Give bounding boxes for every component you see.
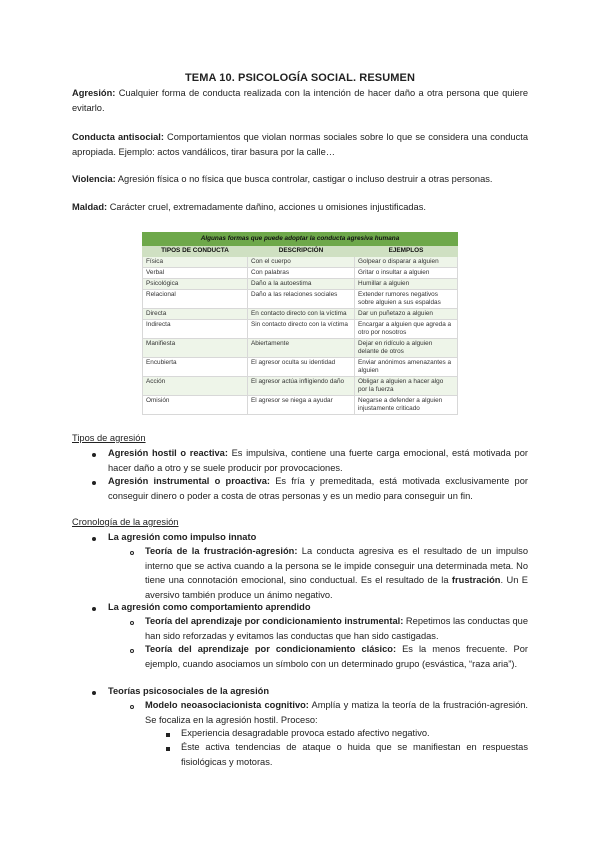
bullet-circle-icon — [130, 649, 134, 653]
item-term: Modelo neoasociacionista cognitivo: — [145, 700, 309, 710]
bullet-circle-icon — [130, 705, 134, 709]
list-item — [108, 600, 528, 615]
table-row — [143, 396, 458, 415]
definition-term: Agresión: — [72, 88, 116, 98]
bullet-circle-icon — [130, 621, 134, 625]
definition-term: Maldad: — [72, 202, 108, 212]
table-row — [143, 339, 458, 358]
table-cell: Encubierta — [143, 358, 248, 377]
item-heading: Teorías psicosociales de la agresión — [108, 686, 270, 696]
definition-maldad — [72, 200, 528, 215]
table-cell: Física — [143, 257, 248, 268]
table-cell: Negarse a defender a alguien injustamente criticado — [355, 396, 458, 415]
table-cell: Omisión — [143, 396, 248, 415]
table-row — [143, 377, 458, 396]
table-cell: Manifiesta — [143, 339, 248, 358]
table-row — [143, 320, 458, 339]
definition-violencia — [72, 172, 528, 187]
bullet-square-icon — [166, 747, 170, 751]
bullet-circle-icon — [130, 551, 134, 555]
list-item: Éste activa tendencias de ataque o huida que se manifiestan en respuestas fisiológicas y motoras. — [181, 742, 528, 767]
item-term: Teoría del aprendizaje por condicionamiento instrumental: — [145, 616, 404, 626]
table-cell: Enviar anónimos amenazantes a alguien — [355, 358, 458, 377]
list-item — [108, 446, 528, 475]
table-cell: Dejar en ridículo a alguien delante de otros — [355, 339, 458, 358]
bullet-icon — [92, 607, 96, 611]
list-item — [145, 614, 528, 643]
list-item: Experiencia desagradable provoca estado afectivo negativo. — [181, 728, 430, 738]
table-cell: Gritar o insultar a alguien — [355, 268, 458, 279]
list-item — [145, 642, 528, 671]
table-row — [143, 279, 458, 290]
table-cell: Directa — [143, 309, 248, 320]
aggression-forms-table — [142, 232, 458, 415]
item-bold: frustración — [451, 575, 501, 585]
list-item — [108, 684, 528, 699]
item-term: Teoría del aprendizaje por condicionamiento clásico: — [145, 644, 397, 654]
item-text: . Un E aversivo también produce un ánimo negativo. — [145, 575, 528, 600]
list-item — [145, 698, 528, 727]
bullet-icon — [92, 481, 96, 485]
table-cell: Dar un puñetazo a alguien — [355, 309, 458, 320]
table-cell: Psicológica — [143, 279, 248, 290]
table-row — [143, 358, 458, 377]
item-text: La conducta agresiva es el resultado de un impulso interno que se activa cuando a la persona se le impide conseguir una determinada meta. No tiene una connotación emocional, sino conductual. Es el resultado de la — [145, 546, 529, 585]
item-text: Es impulsiva, contiene una fuerte carga emocional, está motivada por hacer daño a otro y se suele producir por provocaciones. — [108, 448, 528, 473]
bullet-icon — [92, 537, 96, 541]
table-cell: El agresor se niega a ayudar — [248, 396, 355, 415]
table-header-tipos: TIPOS DE CONDUCTA — [143, 246, 248, 257]
item-term: Teoría de la frustración-agresión: — [145, 546, 298, 556]
table-cell: El agresor actúa infligiendo daño — [248, 377, 355, 396]
table-cell: Obligar a alguien a hacer algo por la fuerza — [355, 377, 458, 396]
table-cell: Verbal — [143, 268, 248, 279]
item-term: Agresión instrumental o proactiva: — [108, 476, 270, 486]
table-cell: Sin contacto directo con la víctima — [248, 320, 355, 339]
list-item — [145, 544, 528, 602]
item-heading: La agresión como comportamiento aprendido — [108, 602, 311, 612]
item-text: Repetimos las conductas que han sido reforzadas y evitamos las conductas que han sido castigadas. — [145, 616, 529, 641]
table-cell: Abiertamente — [248, 339, 355, 358]
table-cell: Con palabras — [248, 268, 355, 279]
table-row — [143, 257, 458, 268]
definition-conducta-antisocial — [72, 130, 528, 159]
table-cell: Indirecta — [143, 320, 248, 339]
section-heading-cronologia: Cronología de la agresión — [72, 517, 179, 527]
table-cell: Relacional — [143, 290, 248, 309]
item-text: Es fría y premeditada, está motivada exclusivamente por conseguir dinero o poder a costa de otras personas y es un medio para conseguir un fin. — [108, 476, 528, 501]
page-title: TEMA 10. PSICOLOGÍA SOCIAL. RESUMEN — [184, 72, 416, 84]
definition-text: Agresión física o no física que busca controlar, castigar o incluso destruir a otras personas. — [115, 174, 493, 184]
item-text: Amplía y matiza la teoría de la frustración-agresión. Se focaliza en la agresión hostil. Proceso: — [145, 700, 528, 725]
table-cell: Humillar a alguien — [355, 279, 458, 290]
table-cell: Con el cuerpo — [248, 257, 355, 268]
definition-text: Comportamientos que violan normas sociales sobre lo que se considera una conducta apropiada. Ejemplo: actos vandálicos, tirar basura por la calle… — [72, 132, 528, 157]
table-cell: Daño a la autoestima — [248, 279, 355, 290]
table-cell: Daño a las relaciones sociales — [248, 290, 355, 309]
definition-text: Cualquier forma de conducta realizada con la intención de hacer daño a otra persona que quiere evitarlo. — [72, 88, 528, 113]
list-item — [108, 474, 528, 503]
table-header-ejemplos: EJEMPLOS — [355, 246, 458, 257]
item-heading: La agresión como impulso innato — [108, 532, 257, 542]
definition-text: Carácter cruel, extremadamente dañino, acciones u omisiones injustificadas. — [107, 202, 426, 212]
table-header-descripcion: DESCRIPCIÓN — [248, 246, 355, 257]
section-heading-tipos: Tipos de agresión — [72, 433, 146, 443]
table-cell: Acción — [143, 377, 248, 396]
list-item — [108, 530, 528, 545]
table-cell: Extender rumores negativos sobre alguien a sus espaldas — [355, 290, 458, 309]
item-text: Es la menos frecuente. Por ejemplo, cuando asociamos un símbolo con un determinado grupo (esvástica, “raza aria”). — [145, 644, 529, 669]
definition-agresion — [72, 86, 528, 115]
table-cell: Encargar a alguien que agreda a otro por nosotros — [355, 320, 458, 339]
table-row — [143, 290, 458, 309]
bullet-icon — [92, 453, 96, 457]
table-cell: En contacto directo con la víctima — [248, 309, 355, 320]
item-term: Agresión hostil o reactiva: — [108, 448, 228, 458]
definition-term: Violencia: — [72, 174, 116, 184]
table-cell: El agresor oculta su identidad — [248, 358, 355, 377]
table-cell: Golpear o disparar a alguien — [355, 257, 458, 268]
definition-term: Conducta antisocial: — [72, 132, 164, 142]
table-caption: Algunas formas que puede adoptar la conducta agresiva humana — [143, 233, 458, 246]
table-row — [143, 268, 458, 279]
bullet-icon — [92, 691, 96, 695]
table-row — [143, 309, 458, 320]
bullet-square-icon — [166, 733, 170, 737]
